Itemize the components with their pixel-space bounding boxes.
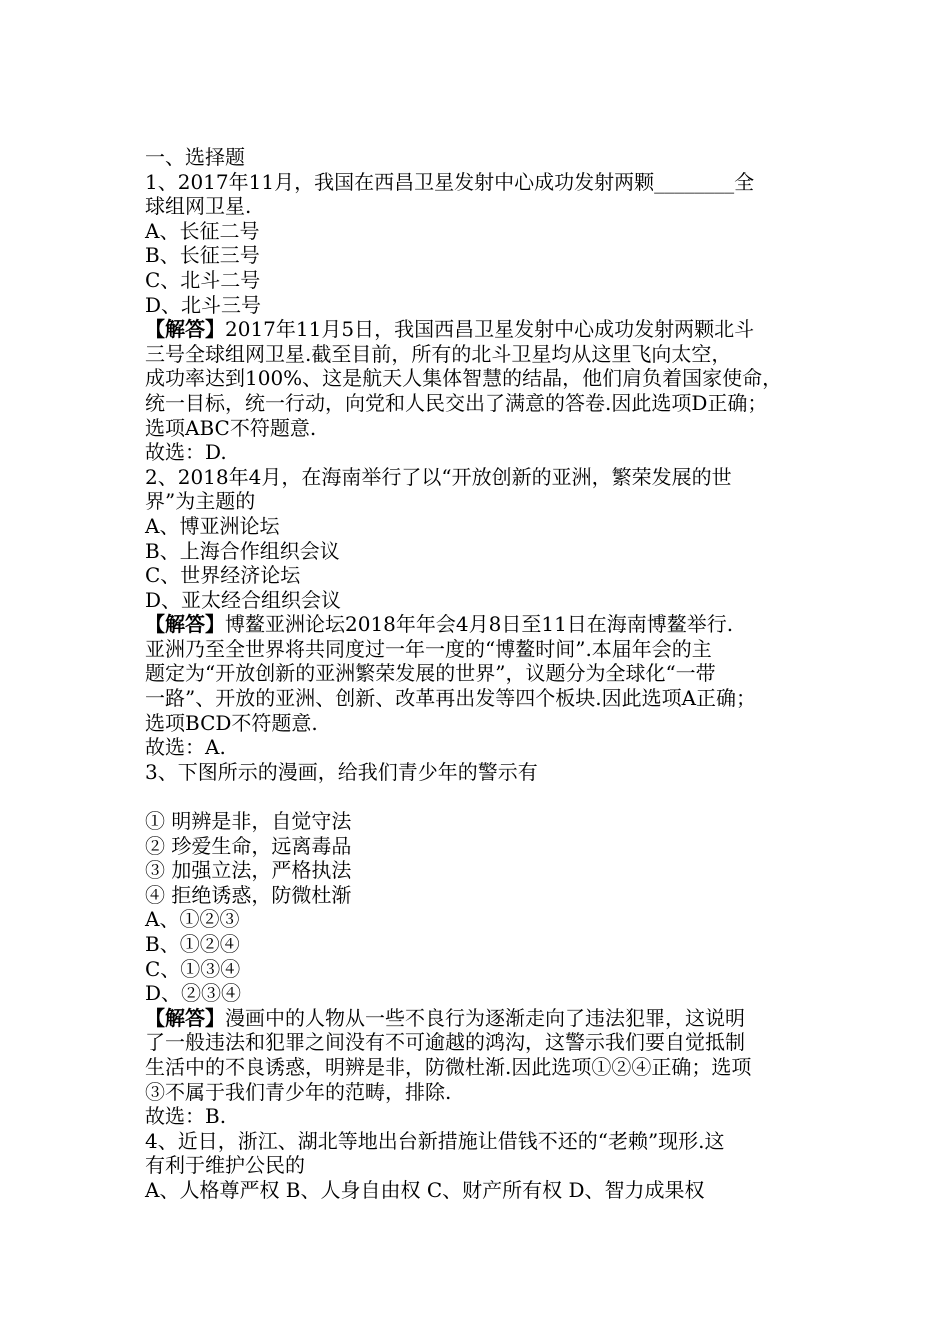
answer-text: 漫画中的人物从一些不良行为逐渐走向了违法犯罪，这说明: [225, 1005, 745, 1030]
option-a: A、长征二号: [145, 218, 260, 243]
statement-2: ② 珍爱生命，远离毒品: [145, 833, 352, 858]
question-stem: 3、下图所示的漫画，给我们青少年的警示有: [145, 759, 538, 784]
answer-text: 选项BCD不符题意.: [145, 710, 318, 735]
options-line: A、人格尊严权 B、人身自由权 C、财产所有权 D、智力成果权: [145, 1177, 705, 1202]
question-2: [145, 465, 825, 760]
question-stem-cont: 球组网卫星.: [145, 194, 252, 219]
statement-3: ③ 加强立法，严格执法: [145, 858, 352, 883]
choice-line: 故选：B.: [145, 1104, 227, 1129]
question-stem-cont: 有利于维护公民的: [145, 1153, 305, 1178]
choice-line: 故选：A.: [145, 735, 226, 760]
question-3: [145, 760, 825, 1129]
question-stem: 4、近日，浙江、湖北等地出台新措施让借钱不还的“老赖”现形.这: [145, 1128, 725, 1153]
option-b: B、上海合作组织会议: [145, 538, 340, 563]
answer-text: 博鳌亚洲论坛2018年年会4月8日至11日在海南博鳌举行.: [225, 612, 734, 637]
section-title: 一、选择题: [145, 145, 245, 169]
answer-text: 三号全球组网卫星.截至目前，所有的北斗卫星均从这里飞向太空，: [145, 341, 732, 366]
option-a: A、①②③: [145, 907, 240, 932]
answer-text: 生活中的不良诱惑，明辨是非，防微杜渐.因此选项①②④正确；选项: [145, 1054, 752, 1079]
option-d: D、②③④: [145, 981, 242, 1006]
answer-text: ③不属于我们青少年的范畴，排除.: [145, 1079, 452, 1104]
option-c: C、①③④: [145, 956, 241, 981]
choice-line: 故选：D.: [145, 440, 227, 465]
option-d: D、北斗三号: [145, 292, 262, 317]
answer-tag: 【解答】: [145, 317, 225, 342]
answer-text: 2017年11月5日，我国西昌卫星发射中心成功发射两颗北斗: [225, 317, 755, 342]
image-gap: [145, 784, 825, 809]
answer-line: [145, 612, 825, 637]
question-4: [145, 1129, 825, 1203]
statement-1: ① 明辨是非，自觉守法: [145, 809, 352, 834]
answer-text: 亚洲乃至全世界将共同度过一年一度的“博鳌时间”.本届年会的主: [145, 636, 712, 661]
option-b: B、①②④: [145, 932, 240, 956]
option-c: C、北斗二号: [145, 267, 261, 292]
answer-line: [145, 1006, 825, 1031]
option-c: C、世界经济论坛: [145, 563, 301, 588]
document-page: [145, 145, 825, 1203]
option-a: A、博亚洲论坛: [145, 513, 280, 538]
question-stem-cont: 界”为主题的: [145, 489, 256, 514]
answer-text: 题定为“开放创新的亚洲繁荣发展的世界”，议题分为全球化“一带: [145, 661, 716, 686]
answer-text: 了一般违法和犯罪之间没有不可逾越的鸿沟，这警示我们要自觉抵制: [145, 1030, 745, 1055]
answer-tag: 【解答】: [145, 612, 225, 637]
answer-text: 统一目标，统一行动，向党和人民交出了满意的答卷.因此选项D正确；: [145, 390, 768, 415]
answer-text: 一路”、开放的亚洲、创新、改革再出发等四个板块.因此选项A正确；: [145, 686, 757, 711]
statement-4: ④ 拒绝诱惑，防微杜渐: [145, 882, 352, 907]
question-stem: 2、2018年4月，在海南举行了以“开放创新的亚洲，繁荣发展的世: [145, 464, 732, 489]
answer-line: [145, 317, 825, 342]
question-1: [145, 170, 825, 465]
answer-tag: 【解答】: [145, 1005, 225, 1030]
option-b: B、长征三号: [145, 243, 260, 268]
option-d: D、亚太经合组织会议: [145, 587, 342, 612]
question-stem: 1、2017年11月，我国在西昌卫星发射中心成功发射两颗________全: [145, 169, 755, 194]
answer-text: 成功率达到100%、这是航天人集体智慧的结晶，他们肩负着国家使命，: [145, 366, 783, 391]
answer-text: 选项ABC不符题意.: [145, 415, 317, 440]
